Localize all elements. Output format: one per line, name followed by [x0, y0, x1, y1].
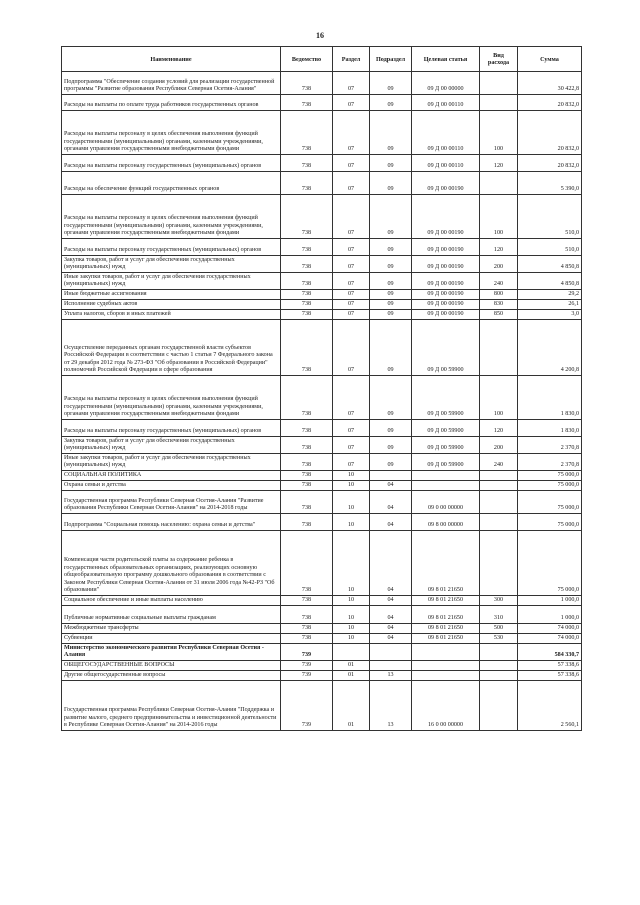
row-subsection: 09 — [370, 290, 412, 300]
column-header-amount: Сумма — [518, 47, 582, 72]
table-row — [62, 195, 582, 239]
row-section: 10 — [333, 531, 370, 596]
row-amount: 75 000,0 — [518, 514, 582, 531]
table-row — [62, 681, 582, 731]
row-department: 738 — [281, 256, 333, 273]
row-name: Государственная программа Республики Северная Осетия-Алания "Поддержка и развитие малого, среднего предпринимательства и инвестиционной деятельности в Республике Северная Осетия-Алания" на 2014-2016 годы — [62, 681, 281, 731]
row-target-item — [412, 644, 480, 661]
row-subsection: 04 — [370, 481, 412, 491]
row-target-item: 09 Д 00 59900 — [412, 437, 480, 454]
row-expense-type — [480, 172, 518, 195]
row-expense-type — [480, 481, 518, 491]
row-name: Межбюджетные трансферты — [62, 624, 281, 634]
row-expense-type: 310 — [480, 606, 518, 624]
row-section: 07 — [333, 95, 370, 111]
row-section: 07 — [333, 111, 370, 155]
column-header-name: Наименование — [62, 47, 281, 72]
row-subsection: 09 — [370, 420, 412, 437]
row-subsection — [370, 644, 412, 661]
row-expense-type: 850 — [480, 310, 518, 320]
row-subsection: 09 — [370, 320, 412, 376]
row-amount: 75 000,0 — [518, 481, 582, 491]
row-section: 10 — [333, 481, 370, 491]
table-row — [62, 376, 582, 420]
table-row — [62, 671, 582, 681]
row-target-item — [412, 671, 480, 681]
row-department: 738 — [281, 320, 333, 376]
row-department: 738 — [281, 72, 333, 95]
row-name: Уплата налогов, сборов и иных платежей — [62, 310, 281, 320]
table-row — [62, 634, 582, 644]
row-target-item — [412, 661, 480, 671]
row-target-item: 09 Д 00 00110 — [412, 95, 480, 111]
row-section: 10 — [333, 634, 370, 644]
table-row — [62, 300, 582, 310]
table-row — [62, 155, 582, 172]
row-expense-type: 240 — [480, 454, 518, 471]
row-amount: 5 390,0 — [518, 172, 582, 195]
row-target-item: 09 8 00 00000 — [412, 514, 480, 531]
row-name: Расходы на обеспечение функций государственных органов — [62, 172, 281, 195]
table-row — [62, 256, 582, 273]
budget-table — [61, 46, 582, 731]
row-amount: 1 000,0 — [518, 596, 582, 606]
row-amount: 26,1 — [518, 300, 582, 310]
row-expense-type — [480, 531, 518, 596]
row-section: 10 — [333, 624, 370, 634]
row-section: 10 — [333, 606, 370, 624]
row-section: 01 — [333, 661, 370, 671]
row-expense-type: 100 — [480, 195, 518, 239]
row-subsection: 04 — [370, 531, 412, 596]
row-expense-type: 530 — [480, 634, 518, 644]
table-row — [62, 644, 582, 661]
row-section: 10 — [333, 596, 370, 606]
row-expense-type — [480, 95, 518, 111]
column-header-target-item: Целевая статья — [412, 47, 480, 72]
row-amount: 57 338,6 — [518, 661, 582, 671]
row-department: 738 — [281, 290, 333, 300]
row-name: Охрана семьи и детства — [62, 481, 281, 491]
row-department: 738 — [281, 95, 333, 111]
row-amount: 1 830,0 — [518, 420, 582, 437]
row-name: Публичные нормативные социальные выплаты гражданам — [62, 606, 281, 624]
row-expense-type — [480, 72, 518, 95]
row-subsection: 09 — [370, 454, 412, 471]
row-amount: 30 422,8 — [518, 72, 582, 95]
row-amount: 510,0 — [518, 239, 582, 256]
row-name: Компенсация части родительской платы за содержание ребенка в государственных образовательных организациях, реализующих основную общеобразовательную программу дошкольного образования в соответствии с Законом Республики Северная Осетия-Алания от 31 июля 2006 года №42-РЗ "Об образовании" — [62, 531, 281, 596]
row-expense-type: 120 — [480, 155, 518, 172]
table-row — [62, 624, 582, 634]
row-name: Субвенции — [62, 634, 281, 644]
row-target-item: 09 Д 00 00190 — [412, 256, 480, 273]
row-target-item: 09 Д 00 00190 — [412, 290, 480, 300]
table-row — [62, 606, 582, 624]
row-expense-type: 800 — [480, 290, 518, 300]
row-section: 07 — [333, 256, 370, 273]
row-department: 738 — [281, 491, 333, 514]
row-department: 738 — [281, 273, 333, 290]
row-subsection: 04 — [370, 634, 412, 644]
row-section: 10 — [333, 514, 370, 531]
row-department: 738 — [281, 111, 333, 155]
table-row — [62, 290, 582, 300]
table-row — [62, 111, 582, 155]
row-expense-type: 120 — [480, 239, 518, 256]
row-section: 07 — [333, 172, 370, 195]
row-target-item: 09 8 01 21650 — [412, 634, 480, 644]
row-department: 738 — [281, 454, 333, 471]
table-row — [62, 514, 582, 531]
row-section: 07 — [333, 300, 370, 310]
row-target-item: 09 8 01 21650 — [412, 531, 480, 596]
row-subsection — [370, 471, 412, 481]
row-subsection: 09 — [370, 376, 412, 420]
row-subsection: 04 — [370, 514, 412, 531]
row-amount: 3,0 — [518, 310, 582, 320]
row-expense-type — [480, 514, 518, 531]
row-amount: 75 000,0 — [518, 531, 582, 596]
row-department: 738 — [281, 596, 333, 606]
row-target-item: 09 8 01 21650 — [412, 596, 480, 606]
row-section: 07 — [333, 155, 370, 172]
table-row — [62, 596, 582, 606]
row-section: 10 — [333, 471, 370, 481]
row-amount: 74 000,0 — [518, 634, 582, 644]
row-expense-type: 830 — [480, 300, 518, 310]
row-name: Закупка товаров, работ и услуг для обеспечения государственных (муниципальных) нужд — [62, 437, 281, 454]
row-department: 738 — [281, 481, 333, 491]
row-department: 739 — [281, 681, 333, 731]
table-row — [62, 239, 582, 256]
row-amount: 2 370,8 — [518, 437, 582, 454]
table-header-row — [62, 47, 582, 72]
row-target-item: 09 Д 00 59900 — [412, 420, 480, 437]
row-name: СОЦИАЛЬНАЯ ПОЛИТИКА — [62, 471, 281, 481]
row-target-item: 09 Д 00 59900 — [412, 376, 480, 420]
row-section: 07 — [333, 420, 370, 437]
row-name: Исполнение судебных актов — [62, 300, 281, 310]
row-subsection: 09 — [370, 195, 412, 239]
row-section: 07 — [333, 310, 370, 320]
row-department: 738 — [281, 376, 333, 420]
table-row — [62, 437, 582, 454]
table-row — [62, 310, 582, 320]
row-target-item — [412, 471, 480, 481]
row-expense-type — [480, 644, 518, 661]
row-target-item: 09 Д 00 00190 — [412, 195, 480, 239]
row-target-item: 09 Д 00 00190 — [412, 239, 480, 256]
row-amount: 510,0 — [518, 195, 582, 239]
row-department: 738 — [281, 471, 333, 481]
row-subsection: 09 — [370, 111, 412, 155]
row-subsection: 09 — [370, 310, 412, 320]
row-expense-type: 300 — [480, 596, 518, 606]
column-header-subsection: Подраздел — [370, 47, 412, 72]
row-department: 738 — [281, 437, 333, 454]
row-expense-type: 200 — [480, 256, 518, 273]
row-amount: 20 832,0 — [518, 155, 582, 172]
table-row — [62, 172, 582, 195]
row-target-item: 09 Д 00 59900 — [412, 454, 480, 471]
table-row — [62, 481, 582, 491]
row-amount: 4 200,8 — [518, 320, 582, 376]
row-expense-type — [480, 320, 518, 376]
table-row — [62, 320, 582, 376]
row-name: Подпрограмма "Обеспечение создания условий для реализации государственной программы "Развитие образования Республики Северная Осетия-Алания" — [62, 72, 281, 95]
row-name: ОБЩЕГОСУДАРСТВЕННЫЕ ВОПРОСЫ — [62, 661, 281, 671]
row-department: 738 — [281, 239, 333, 256]
row-section: 01 — [333, 681, 370, 731]
row-department: 738 — [281, 624, 333, 634]
row-expense-type: 500 — [480, 624, 518, 634]
row-subsection: 09 — [370, 72, 412, 95]
row-target-item: 09 Д 00 00190 — [412, 310, 480, 320]
row-expense-type: 120 — [480, 420, 518, 437]
row-amount: 29,2 — [518, 290, 582, 300]
table-row — [62, 72, 582, 95]
row-subsection: 04 — [370, 596, 412, 606]
row-name: Иные закупки товаров, работ и услуг для обеспечения государственных (муниципальных) нужд — [62, 273, 281, 290]
row-department: 738 — [281, 300, 333, 310]
row-target-item: 09 Д 00 59900 — [412, 320, 480, 376]
table-row — [62, 420, 582, 437]
row-subsection — [370, 661, 412, 671]
table-row — [62, 661, 582, 671]
row-expense-type — [480, 491, 518, 514]
row-subsection: 09 — [370, 256, 412, 273]
row-subsection: 04 — [370, 606, 412, 624]
row-subsection: 13 — [370, 681, 412, 731]
row-target-item: 09 Д 00 00190 — [412, 300, 480, 310]
row-subsection: 09 — [370, 155, 412, 172]
table-row — [62, 471, 582, 481]
row-target-item: 09 Д 00 00110 — [412, 155, 480, 172]
table-row — [62, 95, 582, 111]
row-subsection: 09 — [370, 172, 412, 195]
row-department: 738 — [281, 514, 333, 531]
row-name: Иные бюджетные ассигнования — [62, 290, 281, 300]
row-amount: 1 000,0 — [518, 606, 582, 624]
row-target-item: 16 0 00 00000 — [412, 681, 480, 731]
column-header-section: Раздел — [333, 47, 370, 72]
row-amount: 4 850,8 — [518, 273, 582, 290]
row-section: 07 — [333, 195, 370, 239]
row-name: Социальное обеспечение и иные выплаты населению — [62, 596, 281, 606]
column-header-expense-type: Вид расхода — [480, 47, 518, 72]
row-department: 738 — [281, 172, 333, 195]
row-target-item: 09 8 01 21650 — [412, 606, 480, 624]
row-amount: 584 330,7 — [518, 644, 582, 661]
row-name: Расходы на выплаты персоналу в целях обеспечения выполнения функций государственными (муниципальными) органами, казенными учреждениями, органами управления государственными внебюджетными фондами — [62, 111, 281, 155]
row-department: 738 — [281, 155, 333, 172]
row-target-item: 09 Д 00 00000 — [412, 72, 480, 95]
row-section: 07 — [333, 273, 370, 290]
page-number: 16 — [316, 31, 324, 40]
row-amount: 1 830,0 — [518, 376, 582, 420]
row-target-item: 09 Д 00 00110 — [412, 111, 480, 155]
row-expense-type: 100 — [480, 376, 518, 420]
row-name: Расходы на выплаты персоналу в целях обеспечения выполнения функций государственными (муниципальными) органами, казенными учреждениями, органами управления государственными внебюджетными фондами — [62, 195, 281, 239]
row-department: 738 — [281, 420, 333, 437]
row-section: 07 — [333, 239, 370, 256]
row-section: 07 — [333, 454, 370, 471]
row-section: 01 — [333, 671, 370, 681]
row-name: Министерство экономического развития Республики Северная Осетия - Алания — [62, 644, 281, 661]
row-name: Расходы на выплаты по оплате труда работников государственных органов — [62, 95, 281, 111]
row-subsection: 09 — [370, 95, 412, 111]
row-section: 07 — [333, 437, 370, 454]
row-subsection: 09 — [370, 300, 412, 310]
row-amount: 2 370,8 — [518, 454, 582, 471]
row-name: Государственная программа Республики Северная Осетия-Алания "Развитие образования Республики Северная Осетия-Алания" на 2014-2018 годы — [62, 491, 281, 514]
row-expense-type — [480, 671, 518, 681]
row-section: 07 — [333, 376, 370, 420]
row-name: Осуществление переданных органам государственной власти субъектов Российской Федерации в соответствии с частью 1 статьи 7 Федерального закона от 29 декабря 2012 года № 273-ФЗ "Об образовании в Российской Федерации" полномочий Российской Федерации в сфере образования — [62, 320, 281, 376]
row-name: Подпрограмма "Социальная помощь населению: охрана семьи и детства" — [62, 514, 281, 531]
row-subsection: 09 — [370, 437, 412, 454]
row-expense-type — [480, 681, 518, 731]
row-section: 07 — [333, 320, 370, 376]
row-amount: 4 850,8 — [518, 256, 582, 273]
row-department: 739 — [281, 671, 333, 681]
row-section: 07 — [333, 72, 370, 95]
row-target-item: 09 8 01 21650 — [412, 624, 480, 634]
row-department: 738 — [281, 634, 333, 644]
row-expense-type — [480, 471, 518, 481]
row-section — [333, 644, 370, 661]
row-name: Расходы на выплаты персоналу государственных (муниципальных) органов — [62, 155, 281, 172]
row-expense-type: 200 — [480, 437, 518, 454]
table-row — [62, 531, 582, 596]
table-body — [62, 72, 582, 731]
row-target-item — [412, 481, 480, 491]
row-name: Другие общегосударственные вопросы — [62, 671, 281, 681]
row-amount: 75 000,0 — [518, 491, 582, 514]
row-department: 738 — [281, 606, 333, 624]
row-department: 738 — [281, 310, 333, 320]
row-section: 10 — [333, 491, 370, 514]
row-department: 739 — [281, 644, 333, 661]
row-department: 738 — [281, 195, 333, 239]
row-name: Расходы на выплаты персоналу государственных (муниципальных) органов — [62, 239, 281, 256]
row-target-item: 09 Д 00 00190 — [412, 273, 480, 290]
row-subsection: 04 — [370, 491, 412, 514]
row-subsection: 04 — [370, 624, 412, 634]
row-amount: 74 000,0 — [518, 624, 582, 634]
row-amount: 20 832,0 — [518, 95, 582, 111]
row-name: Расходы на выплаты персоналу государственных (муниципальных) органов — [62, 420, 281, 437]
table-row — [62, 273, 582, 290]
row-target-item: 09 Д 00 00190 — [412, 172, 480, 195]
row-amount: 75 000,0 — [518, 471, 582, 481]
row-name: Иные закупки товаров, работ и услуг для обеспечения государственных (муниципальных) нужд — [62, 454, 281, 471]
row-department: 739 — [281, 661, 333, 671]
table-row — [62, 454, 582, 471]
row-subsection: 09 — [370, 239, 412, 256]
row-target-item: 09 0 00 00000 — [412, 491, 480, 514]
row-subsection: 13 — [370, 671, 412, 681]
row-amount: 20 832,0 — [518, 111, 582, 155]
row-department: 738 — [281, 531, 333, 596]
row-expense-type: 100 — [480, 111, 518, 155]
column-header-department: Ведомство — [281, 47, 333, 72]
row-amount: 57 338,6 — [518, 671, 582, 681]
row-subsection: 09 — [370, 273, 412, 290]
row-expense-type: 240 — [480, 273, 518, 290]
row-expense-type — [480, 661, 518, 671]
row-name: Закупка товаров, работ и услуг для обеспечения государственных (муниципальных) нужд — [62, 256, 281, 273]
row-section: 07 — [333, 290, 370, 300]
row-amount: 2 560,1 — [518, 681, 582, 731]
row-name: Расходы на выплаты персоналу в целях обеспечения выполнения функций государственными (муниципальными) органами, казенными учреждениями, органами управления государственными внебюджетными фондами — [62, 376, 281, 420]
table-row — [62, 491, 582, 514]
